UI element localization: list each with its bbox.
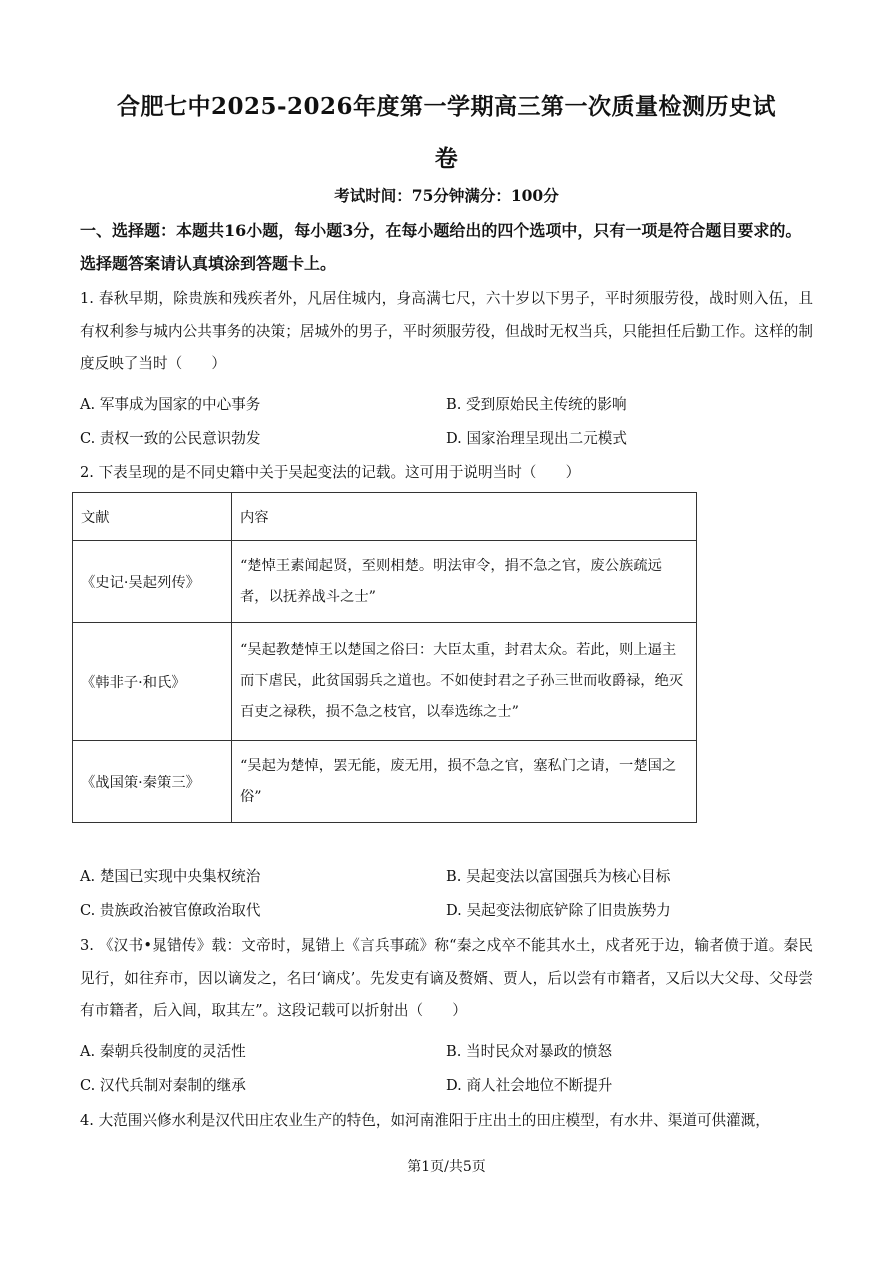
question-3-option-a: A. 秦朝兵役制度的灵活性	[80, 1043, 246, 1060]
question-2-option-d: D. 吴起变法彻底铲除了旧贵族势力	[446, 902, 671, 919]
table-header-row	[73, 493, 697, 541]
page-footer: 第1页/共5页	[407, 1159, 486, 1175]
table-cell-content: “楚悼王素闻起贤，至则相楚。明法审令，捐不急之官，废公族疏远者，以抚养战斗之士”	[232, 541, 697, 623]
table-row	[73, 741, 697, 823]
question-3-option-b: B. 当时民众对暴政的愤怒	[446, 1043, 612, 1060]
exam-title-line2: 卷	[434, 145, 459, 172]
question-1-stem: 1. 春秋早期，除贵族和残疾者外，凡居住城内，身高满七尺，六十岁以下男子，平时须服劳役，战时则入伍，且有权利参与城内公共事务的决策；居城外的男子，平时须服劳役，但战时无权当兵，只能担任后勤工作。这样的制度反映了当时（ ）	[80, 290, 813, 372]
question-1-option-a: A. 军事成为国家的中心事务	[80, 396, 261, 413]
question-1-option-c: C. 责权一致的公民意识勃发	[80, 430, 261, 447]
question-2-option-b: B. 吴起变法以富国强兵为核心目标	[446, 868, 671, 885]
table-header-content: 内容	[232, 493, 697, 541]
table-cell-source: 《韩非子·和氏》	[73, 623, 232, 741]
section-heading: 一、选择题：本题共16小题，每小题3分，在每小题给出的四个选项中，只有一项是符合题目要求的。选择题答案请认真填涂到答题卡上。	[80, 221, 802, 273]
question-4-stem: 4. 大范围兴修水利是汉代田庄农业生产的特色，如河南淮阳于庄出土的田庄模型，有水井、渠道可供灌溉，	[80, 1112, 770, 1129]
exam-title-line1: 合肥七中2025-2026年度第一学期高三第一次质量检测历史试	[116, 93, 777, 120]
question-2-stem: 2. 下表呈现的是不同史籍中关于吴起变法的记载。这可用于说明当时（ ）	[80, 464, 581, 481]
records-table	[72, 492, 697, 823]
table-row	[73, 541, 697, 623]
table-row	[73, 623, 697, 741]
question-1-option-b: B. 受到原始民主传统的影响	[446, 396, 627, 413]
table-cell-content: “吴起教楚悼王以楚国之俗曰：大臣太重，封君太众。若此，则上逼主而下虐民，此贫国弱兵之道也。不如使封君之子孙三世而收爵禄，绝灭百吏之禄秩，损不急之枝官，以奉选练之士”	[232, 623, 697, 741]
question-2-option-a: A. 楚国已实现中央集权统治	[80, 868, 261, 885]
table-cell-source: 《战国策·秦策三》	[73, 741, 232, 823]
question-3-option-c: C. 汉代兵制对秦制的继承	[80, 1077, 246, 1094]
table-cell-source: 《史记·吴起列传》	[73, 541, 232, 623]
exam-meta: 考试时间：75分钟满分：100分	[334, 186, 559, 205]
question-2-option-c: C. 贵族政治被官僚政治取代	[80, 902, 261, 919]
question-3-stem: 3. 《汉书•晁错传》载：文帝时，晁错上《言兵事疏》称“秦之戍卒不能其水土，戍者死于边，输者偾于道。秦民见行，如往弃市，因以谪发之，名曰‘谪戍’。先发吏有谪及赘婿、贾人，后以尝有市籍者，又后以大父母、父母尝有市籍者，后入闾，取其左”。这段记载可以折射出（ ）	[80, 937, 813, 1019]
table-header-source: 文献	[73, 493, 232, 541]
question-1-option-d: D. 国家治理呈现出二元模式	[446, 430, 627, 447]
question-3-option-d: D. 商人社会地位不断提升	[446, 1077, 613, 1094]
table-cell-content: “吴起为楚悼，罢无能，废无用，损不急之官，塞私门之请，一楚国之俗”	[232, 741, 697, 823]
